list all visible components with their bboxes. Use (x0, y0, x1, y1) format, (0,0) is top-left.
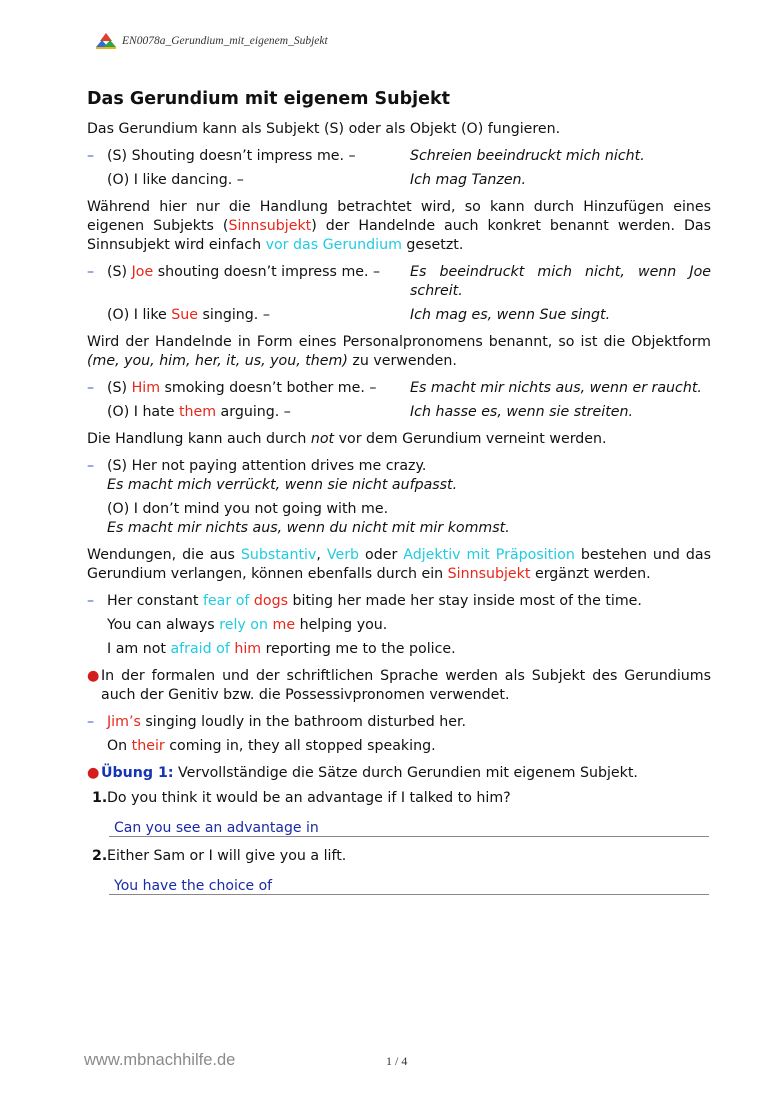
english-example (107, 403, 410, 422)
footer-website: www.mbnachhilfe.de (84, 1051, 236, 1069)
text-run: (O) I hate (107, 404, 179, 420)
highlight-red: Him (131, 380, 161, 396)
german-translation: Schreien beeindruckt mich nicht. (410, 148, 645, 164)
highlight-cyan: vor das Gerundium (265, 237, 402, 253)
text-run: oder (359, 547, 404, 563)
german-translation: Es beeindruckt mich nicht, wenn Joe schreit. (410, 264, 711, 299)
page-title: Das Gerundium mit eigenem Subjekt (87, 89, 451, 109)
english-example: (O) I like dancing. – (107, 172, 244, 188)
example-row (87, 737, 711, 756)
exercise-instruction: Vervollständige die Sätze durch Gerundien mit eigenem Subjekt. (173, 765, 638, 781)
note-text: In der formalen und der schriftlichen Sprache werden als Subjekt des Gerundiums auch der Genitiv bzw. die Possessivpronomen verwendet. (101, 668, 711, 703)
german-translation: Ich mag Tanzen. (410, 172, 527, 188)
english-example: (S) Shouting doesn’t impress me. – (107, 148, 356, 164)
stacked-triangles-logo (96, 33, 116, 49)
text-run: (S) (107, 264, 132, 280)
german-translation: Ich hasse es, wenn sie streiten. (410, 404, 633, 420)
exercise-prompt: Either Sam or I will give you a lift. (107, 848, 347, 864)
page-header (96, 31, 328, 51)
text-run: ) der Handelnde auch konkret benannt werden. Das Sinnsubjekt wird einfach (87, 218, 711, 253)
text-run: coming in, they all stopped speaking. (164, 738, 436, 754)
answer-starter: You have the choice of (114, 878, 273, 894)
highlight-red: him (234, 641, 262, 657)
text-run: gesetzt. (401, 237, 464, 253)
exercise-number: 2. (92, 848, 108, 864)
document-filename: EN0078a_Gerundium_mit_eigenem_Subjekt (122, 35, 328, 47)
english-example (107, 379, 410, 398)
text-run: You can always (107, 617, 220, 633)
explanation-paragraph (87, 198, 711, 255)
exercise-number: 1. (92, 790, 108, 806)
english-example (107, 263, 410, 282)
german-translation: Es macht mir nichts aus, wenn du nicht mit mir kommst. (107, 520, 510, 536)
italic-pronoun-list: (me, you, him, her, it, us, you, them) (87, 353, 348, 369)
text-run: zu verwenden. (347, 353, 457, 369)
text-run: Wendungen, die aus (87, 547, 241, 563)
page-number: 1 / 4 (386, 1054, 408, 1068)
text-run: Wird der Handelnde in Form eines Personalpronomens benannt, so ist die Objektform (87, 334, 711, 350)
bullet-note (87, 667, 711, 705)
text-run: Her constant (107, 593, 203, 609)
explanation-paragraph (87, 333, 711, 371)
english-example: (S) Her not paying attention drives me crazy. (107, 458, 427, 474)
dash-marker: – (87, 380, 95, 396)
highlight-cyan: fear of (202, 593, 250, 609)
german-translation: Es macht mich verrückt, wenn sie nicht aufpasst. (107, 477, 458, 493)
exercise-prompt: Do you think it would be an advantage if I talked to him? (107, 790, 511, 806)
answer-field[interactable] (109, 872, 709, 895)
german-translation: Es macht mir nichts aus, wenn er raucht. (410, 380, 702, 396)
highlight-red: Joe (131, 264, 154, 280)
highlight-cyan: Adjektiv mit Präposition (403, 547, 575, 563)
text-run: I am not (107, 641, 171, 657)
german-translation: Ich mag es, wenn Sue singt. (410, 307, 611, 323)
example-row (87, 403, 711, 422)
highlight-cyan: Substantiv (240, 547, 317, 563)
dash-marker: – (87, 264, 95, 280)
highlight-red: Sinnsubjekt (228, 218, 312, 234)
example-row (87, 616, 711, 635)
example-block (87, 457, 711, 495)
highlight-cyan: afraid of (170, 641, 230, 657)
example-row (87, 263, 711, 301)
exercise-item (87, 847, 711, 866)
dash-marker: – (87, 593, 95, 609)
text-run: smoking doesn’t bother me. – (160, 380, 377, 396)
highlight-red: Jim’s (107, 714, 141, 730)
text-run: Die Handlung kann auch durch (87, 431, 311, 447)
text-run: bestehen und das Gerundium verlangen, können ebenfalls durch ein (87, 547, 711, 582)
example-row (87, 306, 711, 325)
text-run: (S) (107, 380, 132, 396)
exercise-label: Übung 1: (101, 765, 174, 781)
dash-marker: – (87, 714, 95, 730)
highlight-cyan: Verb (326, 547, 360, 563)
text-run: singing. – (198, 307, 270, 323)
example-row (87, 379, 711, 398)
document-body (87, 88, 711, 905)
text-run: , (316, 547, 327, 563)
bullet-icon: ● (87, 765, 100, 781)
example-row (87, 171, 711, 190)
explanation-paragraph (87, 546, 711, 584)
dash-marker: – (87, 458, 95, 474)
answer-field[interactable] (109, 814, 709, 837)
explanation-paragraph (87, 430, 711, 449)
text-run: reporting me to the police. (261, 641, 456, 657)
english-example: (O) I don’t mind you not going with me. (107, 501, 389, 517)
exercise-item (87, 789, 711, 808)
highlight-red: them (178, 404, 217, 420)
example-row (87, 592, 711, 611)
highlight-red: me (272, 617, 296, 633)
text-run: Während hier nur die Handlung betrachtet wird, so kann durch Hinzufügen eines eigenen Subjekts ( (87, 199, 711, 234)
highlight-red: Sue (171, 307, 199, 323)
intro-text: Das Gerundium kann als Subjekt (S) oder als Objekt (O) fungieren. (87, 121, 561, 137)
text-run: helping you. (295, 617, 388, 633)
text-run: biting her made her stay inside most of the time. (287, 593, 642, 609)
highlight-red: Sinnsubjekt (447, 566, 531, 582)
text-run: vor dem Gerundium verneint werden. (334, 431, 607, 447)
text-run: ergänzt werden. (530, 566, 651, 582)
answer-starter: Can you see an advantage in (114, 820, 319, 836)
text-run: shouting doesn’t impress me. – (153, 264, 381, 280)
text-run: singing loudly in the bathroom disturbed her. (140, 714, 467, 730)
text-run: On (107, 738, 132, 754)
italic-word: not (310, 431, 335, 447)
example-row (87, 147, 711, 166)
example-row (87, 640, 711, 659)
example-row (87, 713, 711, 732)
english-example (107, 306, 410, 325)
text-run: arguing. – (216, 404, 291, 420)
highlight-red: their (131, 738, 165, 754)
dash-marker: – (87, 148, 95, 164)
exercise-heading (87, 764, 711, 783)
bullet-icon: ● (87, 668, 100, 684)
highlight-cyan: rely on (219, 617, 268, 633)
text-run: (O) I like (107, 307, 172, 323)
highlight-red: dogs (253, 593, 288, 609)
example-block (87, 500, 711, 538)
